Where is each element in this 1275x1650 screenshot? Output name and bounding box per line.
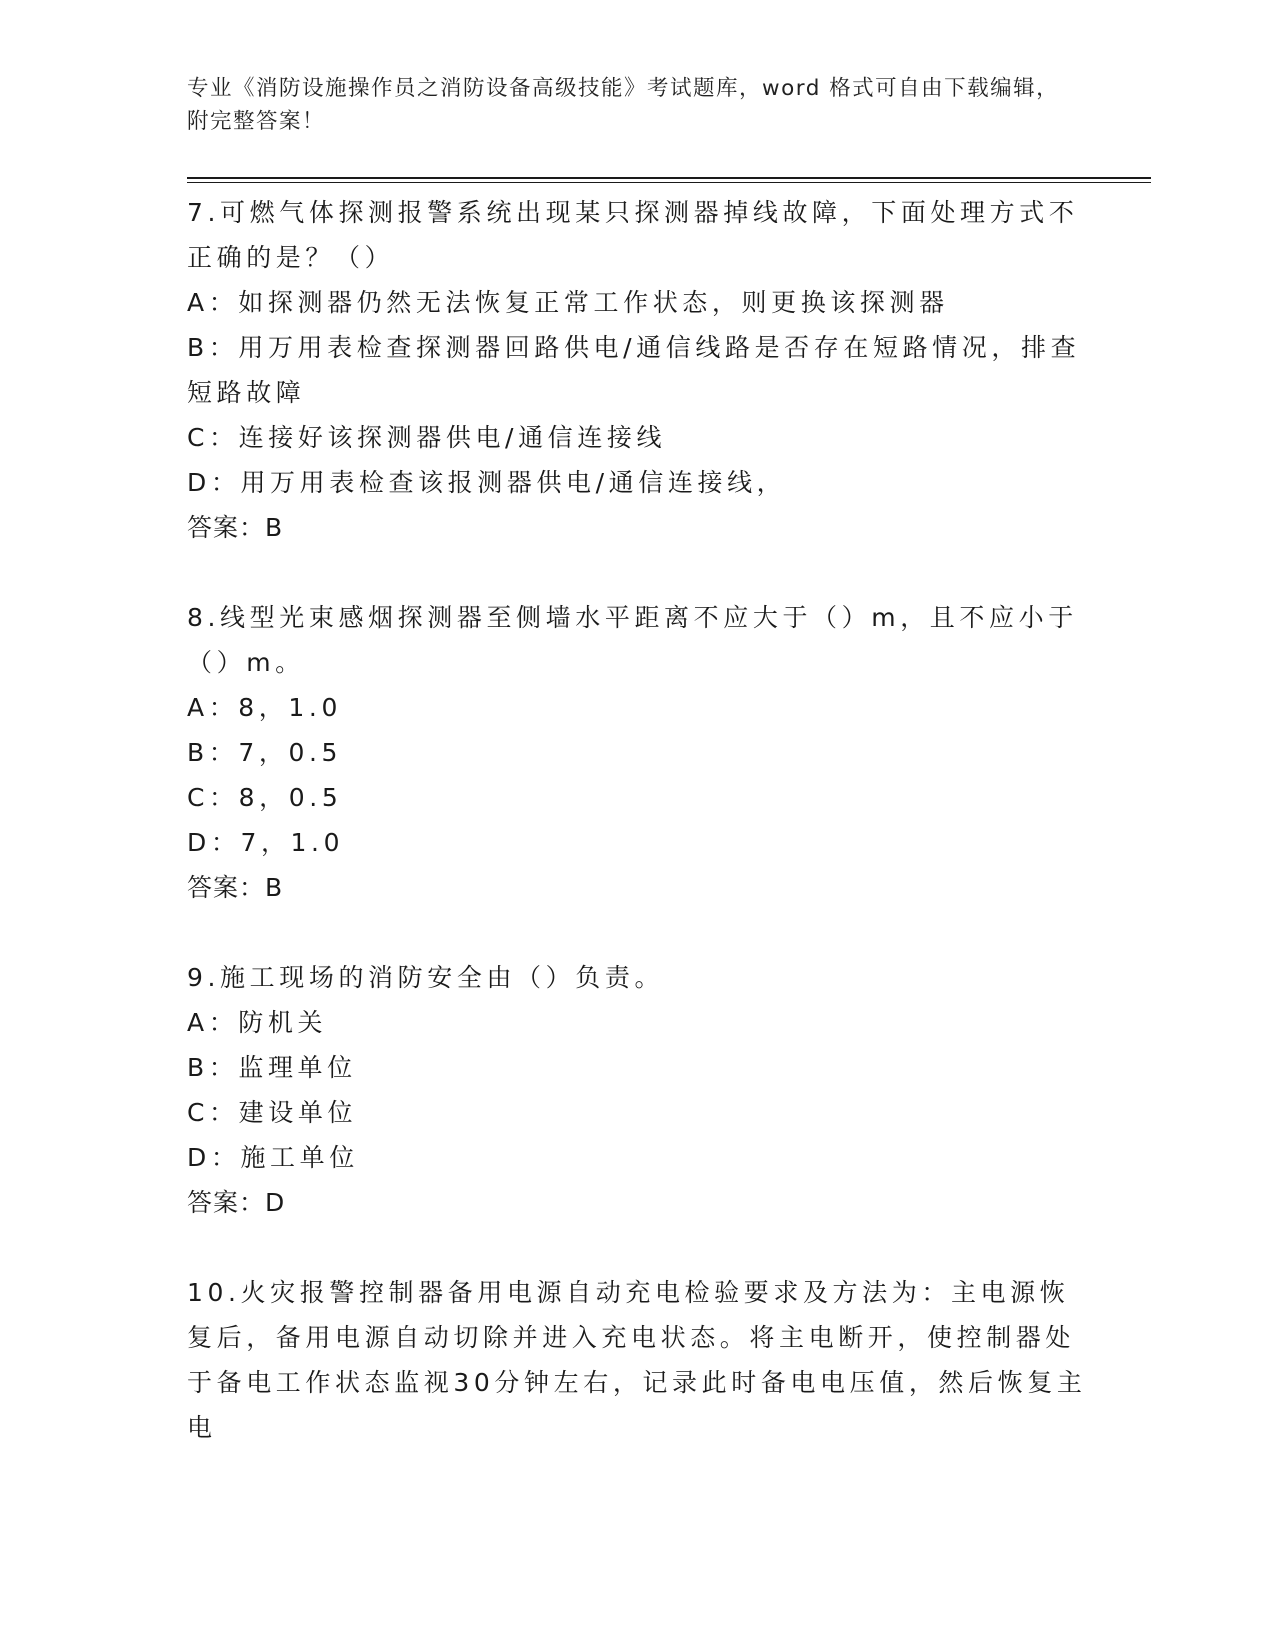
- option-b: B：7，0.5: [187, 738, 343, 767]
- question-text: 8.线型光束感烟探测器至侧墙水平距离不应大于（）m，且不应小于（）m。: [187, 603, 1078, 677]
- option-d: D：用万用表检查该报测器供电/通信连接线，: [187, 468, 787, 497]
- answer: 答案：B: [187, 513, 284, 542]
- option-b: B：用万用表检查探测器回路供电/通信线路是否存在短路情况，排查短路故障: [187, 333, 1081, 407]
- option-a: A：如探测器仍然无法恢复正常工作状态，则更换该探测器: [187, 288, 949, 317]
- question-10: [187, 1270, 1087, 1450]
- question-list: [187, 190, 1087, 1494]
- answer: 答案：B: [187, 873, 284, 902]
- header-rule-thin: [187, 182, 1151, 183]
- option-a: A：8，1.0: [187, 693, 342, 722]
- option-c: C：8，0.5: [187, 783, 343, 812]
- option-c: C：建设单位: [187, 1098, 358, 1127]
- option-d: D：施工单位: [187, 1143, 359, 1172]
- question-text: 9.施工现场的消防安全由（）负责。: [187, 963, 665, 992]
- question-text: 7.可燃气体探测报警系统出现某只探测器掉线故障，下面处理方式不正确的是？（）: [187, 198, 1079, 272]
- document-header: 专业《消防设施操作员之消防设备高级技能》考试题库，word 格式可自由下载编辑，附完整答案！: [187, 76, 1060, 134]
- answer: 答案：D: [187, 1188, 286, 1217]
- question-text: 10.火灾报警控制器备用电源自动充电检验要求及方法为：主电源恢复后，备用电源自动切除并进入充电状态。将主电断开，使控制器处于备电工作状态监视30分钟左右，记录此时备电电压值，然后恢复主电: [187, 1278, 1087, 1442]
- question-8: [187, 595, 1087, 911]
- question-9: [187, 955, 1087, 1226]
- option-d: D：7，1.0: [187, 828, 345, 857]
- option-b: B：监理单位: [187, 1053, 357, 1082]
- option-a: A：防机关: [187, 1008, 328, 1037]
- question-7: [187, 190, 1087, 551]
- header-rule-thick: [187, 177, 1151, 179]
- option-c: C：连接好该探测器供电/通信连接线: [187, 423, 667, 452]
